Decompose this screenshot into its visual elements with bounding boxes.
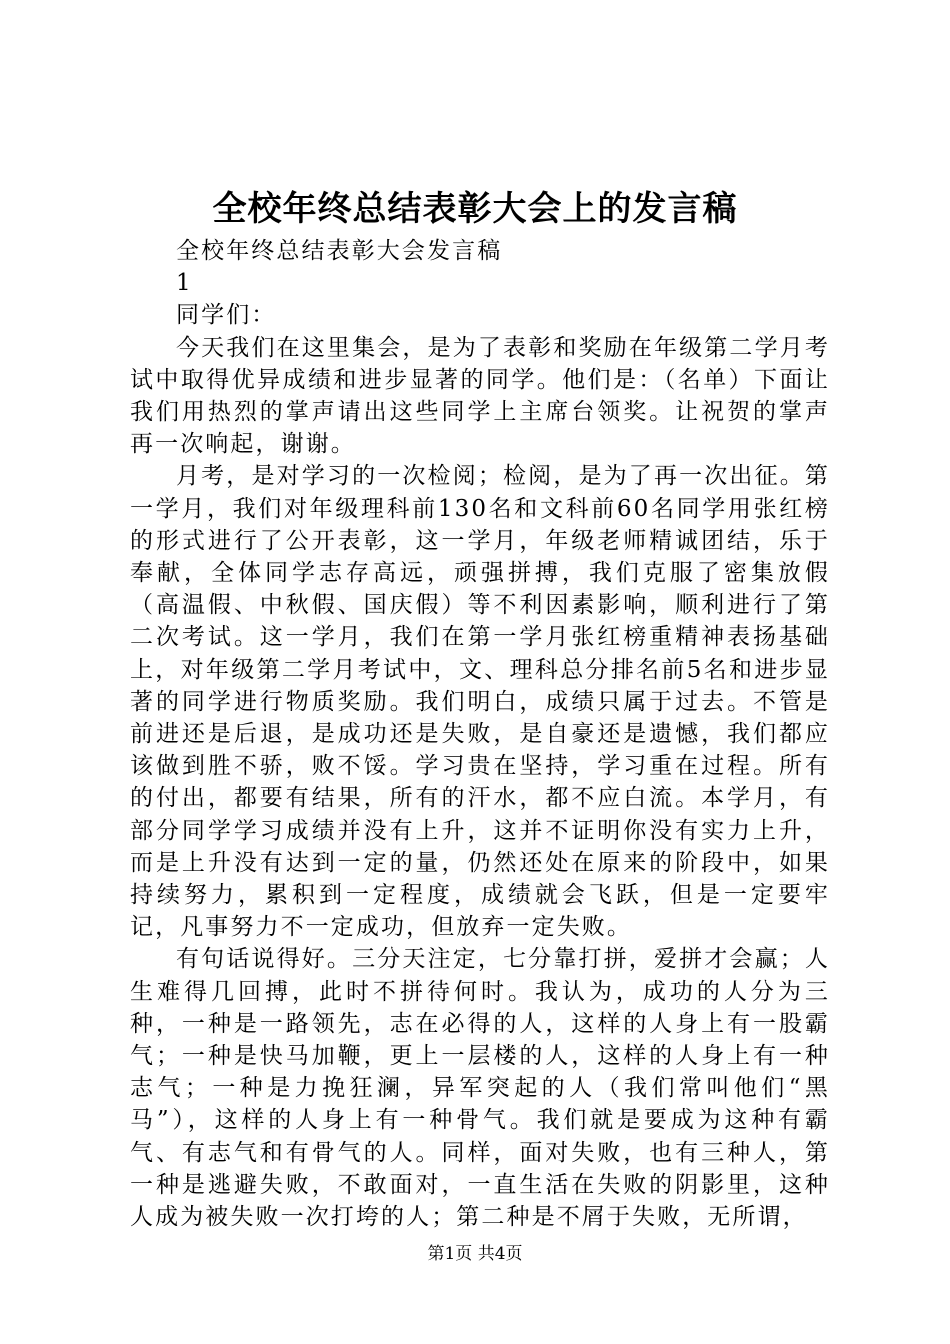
number-paragraph: 1 <box>176 270 193 297</box>
salutation-paragraph: 同学们： <box>176 302 277 329</box>
page-footer: 第1页 共4页 <box>427 1244 523 1264</box>
document-body <box>130 235 830 1233</box>
body-paragraph: 有句话说得好。三分天注定，七分靠打拼，爱拼才会赢；人生难得几回搏，此时不拼待何时。我认为，成功的人分为三种，一种是一路领先，志在必得的人，这样的人身上有一股霸气；一种是快马加鞭，更上一层楼的人，这样的人身上有一种志气；一种是力挽狂澜，异军突起的人（我们常叫他们“黑马”），这样的人身上有一种骨气。我们就是要成为这种有霸气、有志气和有骨气的人。同样，面对失败，也有三种人，第一种是逃避失败，不敢面对，一直生活在失败的阴影里，这种人成为被失败一次打垮的人；第二种是不屑于失败，无所谓， <box>130 946 830 1231</box>
body-paragraph: 月考，是对学习的一次检阅；检阅，是为了再一次出征。第一学月，我们对年级理科前130名和文科前60名同学用张红榜的形式进行了公开表彰，这一学月，年级老师精诚团结，乐于奉献，全体同学志存高远，顽强拼搏，我们克服了密集放假（高温假、中秋假、国庆假）等不利因素影响，顺利进行了第二次考试。这一学月，我们在第一学月张红榜重精神表扬基础上，对年级第二学月考试中，文、理科总分排名前5名和进步显著的同学进行物质奖励。我们明白，成绩只属于过去。不管是前进还是后退，是成功还是失败，是自豪还是遗憾，我们都应该做到胜不骄，败不馁。学习贵在坚持，学习重在过程。所有的付出，都要有结果，所有的汗水，都不应白流。本学月，有部分同学学习成绩并没有上升，这并不证明你没有实力上升，而是上升没有达到一定的量，仍然还处在原来的阶段中，如果持续努力，累积到一定程度，成绩就会飞跃，但是一定要牢记，凡事努力不一定成功，但放弃一定失败。 <box>130 463 830 941</box>
body-paragraph: 今天我们在这里集会，是为了表彰和奖励在年级第二学月考试中取得优异成绩和进步显著的同学。他们是：（名单）下面让我们用热烈的掌声请出这些同学上主席台领奖。让祝贺的掌声再一次响起，谢谢。 <box>130 334 830 458</box>
document-title: 全校年终总结表彰大会上的发言稿 <box>212 189 738 229</box>
subtitle-paragraph: 全校年终总结表彰大会发言稿 <box>176 238 503 264</box>
